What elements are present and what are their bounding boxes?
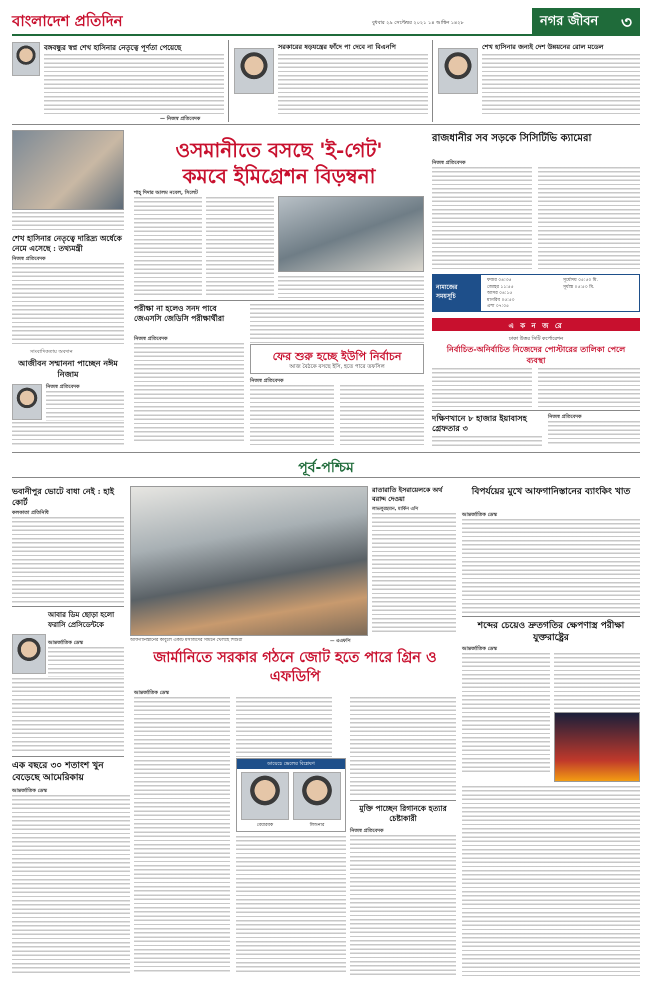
sunset-time: সূর্যাস্ত ০৫:৫০ মি. (563, 284, 595, 290)
prayer-times-box (432, 274, 640, 312)
date-line: বুধবার ২৯ সেপ্টেম্বর ২০২১ ১৪ আশ্বিন ১৪২৮ (372, 20, 464, 26)
cctv-byline: নিজস্ব প্রতিবেদক (432, 160, 466, 166)
germany-inset-title: ডায়েচে ভেলের বিশ্লেষণ (237, 759, 345, 769)
award-kicker: সাংবাদিকতায় অবদান (30, 349, 73, 355)
germany-body-col2 (236, 697, 332, 757)
cctv-body-col1 (432, 167, 532, 271)
prayer-time: জোহর ১১:৫৫ (487, 284, 514, 290)
top-right-body (482, 54, 640, 116)
cctv-headline: রাজধানীর সব সড়কে সিসিটিভি ক্যামেরা (432, 133, 592, 144)
union-headline: ফের শুরু হচ্ছে ইউপি নির্বাচন (272, 350, 402, 363)
germany-body-col2-cont (236, 836, 346, 974)
union-body-col1 (250, 385, 334, 445)
baerbock-photo (241, 772, 289, 820)
missile-photo (554, 712, 640, 782)
eknajare-kicker: ঢাকা উত্তর সিটি কর্পোরেশন (508, 336, 564, 342)
main-body-col2 (206, 197, 274, 297)
world-section-header (12, 456, 640, 478)
prayer-time: এশা ০৭:০৫ (487, 304, 510, 309)
inset-name: বেয়ারবক (256, 823, 274, 828)
main-body-col1 (134, 197, 202, 297)
kabul-photo-caption: আফগানিস্তানের কাবুলে একটি মসজিদের সামনে খেলছে শিশুরা (130, 638, 243, 643)
lindner-photo (293, 772, 341, 820)
yaba-body-cont (432, 436, 542, 446)
macron-byline: আন্তর্জাতিক ডেস্ক (48, 640, 83, 646)
masthead (12, 6, 640, 36)
yaba-body (548, 421, 640, 445)
award-body (46, 391, 124, 421)
macron-body (48, 647, 124, 677)
missile-headline: শব্দের চেয়েও দ্রুতগতির ক্ষেপণাস্ত্র পরীক্ষা যুক্তরাষ্ট্রের (477, 621, 625, 643)
award-portrait (12, 384, 42, 420)
exam-byline: নিজস্ব প্রতিবেদক (134, 336, 168, 342)
prayer-time: আসর ০৪:১৫ (487, 291, 513, 296)
union-subhead: আজ বৈঠকে বসছে ইসি, হতে পারে তফসিল (289, 364, 385, 370)
bhabanipur-byline: কলকাতা প্রতিনিধি (12, 510, 49, 516)
cctv-body-col2 (538, 167, 640, 271)
afghan-bank-byline: আন্তর্জাতিক ডেস্ক (462, 512, 497, 518)
sunrise-time: সূর্যোদয় ০৫:৫০ মি. (563, 278, 598, 283)
page-number: ৩ (620, 13, 632, 33)
israel-body (372, 513, 456, 633)
yaba-headline: দক্ষিণখানে ৮ হাজার ইয়াবাসহ গ্রেফতার ৩ (432, 413, 527, 433)
america-body (12, 795, 130, 975)
union-body-col2 (340, 385, 424, 445)
israel-headline: রাতারাতি ইসরায়েলকে অর্থ বরাদ্দ দেওয়া (372, 486, 443, 503)
award-headline: আজীবন সম্মাননা পাচ্ছেন নঈম নিজাম (18, 358, 118, 379)
inset-name: লিন্ডনার (309, 823, 325, 828)
airport-photo (278, 196, 424, 272)
main-body-col3 (278, 276, 424, 298)
missile-body-col1 (462, 653, 550, 773)
reagan-body (350, 835, 456, 975)
award-byline: নিজস্ব প্রতিবেদক (46, 384, 80, 390)
afghan-bank-body (462, 519, 640, 613)
portrait-photo (438, 48, 478, 94)
eknajare-body-col1 (432, 368, 532, 408)
missile-body-col2 (554, 653, 640, 709)
bhabanipur-headline: ভবানীপুর ভোটে বাধা নেই : হাই কোর্ট (12, 486, 115, 507)
macron-portrait (12, 634, 46, 674)
missile-body-cont (462, 786, 640, 976)
top-center-body (278, 54, 428, 116)
bhabanipur-body (12, 517, 124, 603)
main-headline-line2: কমবে ইমিগ্রেশন বিড়ম্বনা (182, 164, 376, 188)
main-headline-line1: ওসমানীতে বসছে 'ই-গেট' (175, 138, 383, 162)
prayer-time: ফজর ০৪:৩৫ (487, 278, 512, 283)
afghan-bank-headline: বিপর্যয়ের মুখে আফগানিস্তানের ব্যাংকিং খাত (471, 487, 631, 497)
eknajare-banner (432, 318, 640, 331)
eknajare-body-col2 (538, 368, 640, 408)
section-title: নগর জীবন (540, 14, 599, 29)
left-story-headline: শেখ হাসিনার নেতৃত্বে দারিদ্র্য অর্ধেকে নেমে এসেছে : তথ্যমন্ত্রী (12, 234, 122, 253)
reagan-byline: নিজস্ব প্রতিবেদক (350, 828, 384, 834)
america-headline: এক বছরে ৩০ শতাংশ খুন বেড়েছে আমেরিকায় (12, 761, 104, 783)
germany-body-col3 (350, 697, 456, 797)
left-story-byline: নিজস্ব প্রতিবেদক (12, 256, 46, 262)
eknajare-label: এ ক ন জ রে (508, 322, 564, 330)
main-byline: শাহ্‌ দিদার আলম নবেল, সিলেট (134, 190, 198, 196)
section-banner (532, 8, 640, 34)
missile-byline: আন্তর্জাতিক ডেস্ক (462, 646, 497, 652)
america-byline: আন্তর্জাতিক ডেস্ক (12, 788, 47, 794)
prayer-box-title: নামাজের সময়সূচি (433, 275, 481, 311)
macron-headline: আবার ডিম ছোড়া হলো ফরাসি প্রেসিডেন্টকে (48, 610, 115, 629)
yaba-byline: নিজস্ব প্রতিবেদক (548, 414, 582, 420)
left-story-body (12, 263, 124, 345)
germany-headline: জার্মানিতে সরকার গঠনে জোট হতে পারে গ্রিন ও এফডিপি (153, 649, 437, 685)
portrait-photo (234, 48, 274, 94)
top-left-body (44, 54, 224, 116)
top-left-credit: — নিজস্ব প্রতিবেদক (160, 116, 201, 122)
prayer-time: মাগরিব ০৫:৫০ (487, 297, 515, 303)
germany-inset (236, 758, 346, 832)
israel-byline: লাভলুরহমান, মার্কিন এপি (372, 507, 419, 512)
newspaper-logo: বাংলাদেশ প্রতিদিন (12, 12, 123, 30)
exam-headline: পরীক্ষা না হলেও সনদ পাবে জেএসসি জেডিসি পরীক্ষার্থীরা (134, 304, 225, 323)
continued-body (250, 304, 424, 344)
kabul-photo (130, 486, 368, 636)
germany-byline: আন্তর্জাতিক ডেস্ক (134, 690, 169, 696)
photo-credit: — এএফপি (330, 639, 351, 644)
minister-photo (12, 130, 124, 210)
top-center-headline: সরকারের ষড়যন্ত্রের ফাঁদে পা দেবে না বিএনপি (278, 43, 396, 51)
world-section-title: পূর্ব-পশ্চিম (298, 460, 354, 476)
germany-body-col1 (134, 697, 230, 973)
reagan-headline: মুক্তি পাচ্ছেন রিগানকে হত্যার চেষ্টাকারী (359, 804, 447, 823)
top-left-headline: বঙ্গবন্ধুর স্বপ্ন শেখ হাসিনার নেতৃত্বে পূর্ণতা পেয়েছে (44, 43, 182, 52)
photo-caption (12, 212, 124, 232)
eknajare-headline: নির্বাচিত-অনির্বাচিত নিজেদের পোস্টারের তালিকা পেলে ব্যবস্থা (446, 344, 626, 365)
award-body-cont (12, 422, 124, 446)
top-right-headline: শেখ হাসিনার জন্যই দেশ উন্নয়নের রোল মডেল (482, 43, 604, 51)
portrait-photo (12, 42, 40, 76)
exam-body (134, 343, 244, 443)
union-byline: নিজস্ব প্রতিবেদক (250, 378, 284, 384)
macron-body-cont (12, 678, 124, 752)
